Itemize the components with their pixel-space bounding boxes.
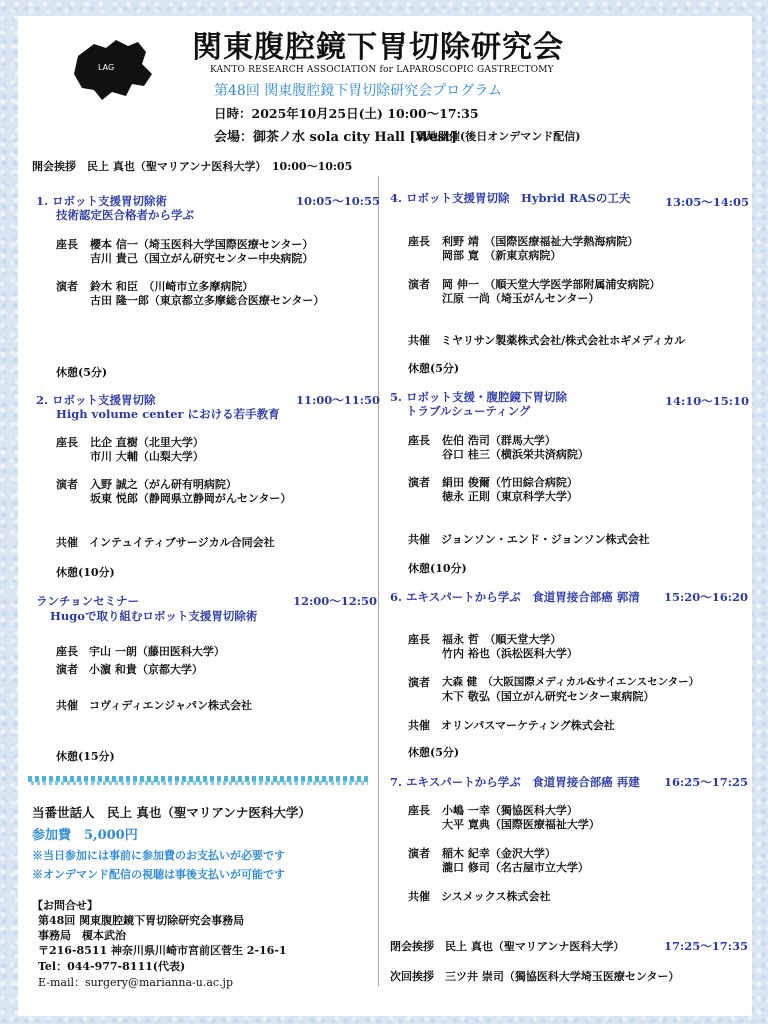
session2-speaker2: 坂東 悦郎（静岡県立静岡がんセンター） [90, 492, 292, 505]
session1-speaker2: 古田 隆一郎（東京都立多摩総合医療センター） [90, 294, 325, 307]
session4-break: 休憩(5分) [408, 362, 460, 375]
session1-chair1: 櫻本 信一（埼玉医科大学国際医療センター） [90, 238, 314, 251]
session6-speaker1: 大森 健 （大阪国際メディカル&サイエンスセンター） [442, 676, 700, 688]
fee-note-2: ※オンデマンド配信の視聴は事後支払いが可能です [32, 868, 285, 881]
session2-speaker1: 入野 誠之（がん研有明病院） [90, 478, 237, 491]
column-divider [378, 176, 379, 986]
session1-title: 1. ロボット支援胃切除術 [36, 194, 168, 208]
contact-email[interactable]: E-mail：surgery@marianna-u.ac.jp [38, 976, 234, 989]
session6-speaker2: 木下 敬弘（国立がん研究センター東病院） [442, 690, 655, 703]
venue-note: 現地開催(後日オンデマンド配信) [416, 130, 581, 143]
session6-speaker-label: 演者 [408, 676, 430, 689]
session1-time: 10:05～10:55 [296, 194, 381, 208]
session5-time: 14:10～15:10 [665, 394, 750, 408]
session4-speaker-label: 演者 [408, 278, 430, 291]
session5-break: 休憩(10分) [408, 562, 467, 575]
session6-break: 休憩(5分) [408, 746, 460, 759]
luncheon-title: ランチョンセミナー [36, 594, 140, 608]
session7-speaker1: 稲木 紀幸（金沢大学） [442, 847, 556, 860]
session5-chair-label: 座長 [408, 434, 430, 447]
kanto-map-logo [72, 38, 156, 104]
session2-sponsor: 共催 インテュイティブサージカル合同会社 [56, 536, 275, 549]
session7-chair-label: 座長 [408, 804, 430, 817]
session6-chair-label: 座長 [408, 633, 430, 646]
luncheon-break: 休憩(15分) [56, 750, 115, 763]
contact-title: 【お問合せ】 [32, 899, 98, 912]
session6-chair1: 福永 哲 （順天堂大学） [442, 633, 562, 646]
session7-chair1: 小嶋 一幸（獨協医科大学） [442, 804, 578, 817]
decorative-wave-accent [28, 781, 368, 785]
session7-time: 16:25～17:25 [664, 775, 749, 789]
session5-title: 5. ロボット支援・腹腔鏡下胃切除 [390, 390, 568, 404]
session1-subtitle: 技術認定医合格者から学ぶ [56, 208, 194, 222]
session2-break: 休憩(10分) [56, 566, 115, 579]
session4-chair2: 岡部 寛 （新東京病院） [442, 249, 562, 262]
session2-title: 2. ロボット支援胃切除 [36, 393, 156, 407]
organizer: 当番世話人 民上 真也（聖マリアンナ医科大学） [32, 805, 311, 820]
closing-remarks: 閉会挨拶 民上 真也（聖マリアンナ医科大学） [390, 940, 625, 953]
session6-sponsor: 共催 オリンパスマーケティング株式会社 [408, 719, 615, 732]
session5-subtitle: トラブルシューティング [406, 404, 531, 418]
session5-chair2: 谷口 桂三（横浜栄共済病院） [442, 448, 589, 461]
session4-sponsor: 共催 ミヤリサン製薬株式会社/株式会社ホギメディカル [408, 334, 686, 347]
session4-speaker1: 岡 伸一 （順天堂大学医学部附属浦安病院） [442, 278, 661, 291]
luncheon-time: 12:00～12:50 [293, 594, 378, 608]
session4-chair1: 利野 靖 （国際医療福祉大学熱海病院） [442, 235, 639, 248]
session2-speaker-label: 演者 [56, 478, 78, 491]
event-date: 日時：2025年10月25日(土) 10:00～17:35 [214, 106, 479, 121]
fee-note-1: ※当日参加には事前に参加費のお支払いが必要です [32, 849, 285, 862]
luncheon-subtitle: Hugoで取り組むロボット支援胃切除術 [50, 609, 258, 623]
session4-title: 4. ロボット支援胃切除 Hybrid RASの工夫 [390, 191, 631, 205]
session2-time: 11:00～11:50 [296, 393, 381, 407]
session6-chair2: 竹内 裕也（浜松医科大学） [442, 647, 578, 660]
luncheon-speaker: 演者 小濵 和貴（京都大学） [56, 663, 203, 676]
session4-time: 13:05～14:05 [665, 195, 750, 209]
session1-speaker-label: 演者 [56, 280, 78, 293]
next-remarks: 次回挨拶 三ツ井 崇司（獨協医科大学埼玉医療センター） [390, 970, 680, 983]
session2-chair-label: 座長 [56, 436, 78, 449]
session7-chair2: 大平 寛典（国際医療福祉大学） [442, 818, 600, 831]
session7-speaker2: 瀧口 修司（名古屋市立大学） [442, 861, 589, 874]
event-venue: 会場：御茶ノ水 sola city Hall [West] [214, 130, 457, 145]
session1-speaker1: 鈴木 和臣 （川崎市立多摩病院） [90, 280, 254, 293]
session4-speaker2: 江原 一尚（埼玉がんセンター） [442, 292, 600, 305]
luncheon-sponsor: 共催 コヴィディエンジャパン株式会社 [56, 699, 252, 712]
opening-remarks: 開会挨拶 民上 真也（聖マリアンナ医科大学） 10:00～10:05 [32, 160, 353, 173]
session1-chair-label: 座長 [56, 238, 78, 251]
session7-sponsor: 共催 シスメックス株式会社 [408, 890, 551, 903]
luncheon-chair: 座長 宇山 一朗（藤田医科大学） [56, 645, 225, 658]
contact-tel: Tel：044-977-8111(代表) [38, 960, 186, 973]
session5-chair1: 佐伯 浩司（群馬大学） [442, 434, 556, 447]
program-heading: 第48回 関東腹腔鏡下胃切除研究会プログラム [214, 83, 503, 99]
session4-chair-label: 座長 [408, 235, 430, 248]
session1-break: 休憩(5分) [56, 366, 108, 379]
session2-subtitle: High volume center における若手教育 [56, 407, 280, 421]
page-title: 関東腹腔鏡下胃切除研究会 [192, 30, 564, 65]
page-subtitle: KANTO RESEARCH ASSOCIATION for LAPAROSCOPIC GASTRECTOMY [210, 65, 554, 75]
logo-text: LAG [98, 63, 115, 72]
session5-speaker2: 徳永 正則（東京科学大学） [442, 490, 578, 503]
session5-speaker1: 絹田 俊爾（竹田綜合病院） [442, 476, 578, 489]
closing-time: 17:25～17:35 [664, 939, 749, 953]
contact-person: 事務局 榎本武治 [38, 929, 126, 942]
session7-title: 7. エキスパートから学ぶ 食道胃接合部癌 再建 [390, 775, 640, 789]
session2-chair1: 比企 直樹（北里大学） [90, 436, 204, 449]
session2-chair2: 市川 大輔（山梨大学） [90, 450, 204, 463]
session7-speaker-label: 演者 [408, 847, 430, 860]
contact-office: 第48回 関東腹腔鏡下胃切除研究会事務局 [38, 914, 245, 927]
contact-address: 〒216-8511 神奈川県川崎市宮前区菅生 2-16-1 [38, 944, 287, 957]
session6-title: 6. エキスパートから学ぶ 食道胃接合部癌 郭清 [390, 590, 640, 604]
session1-chair2: 吉川 貴己（国立がん研究センター中央病院） [90, 252, 314, 265]
session5-speaker-label: 演者 [408, 476, 430, 489]
session6-time: 15:20～16:20 [664, 590, 749, 604]
session5-sponsor: 共催 ジョンソン・エンド・ジョンソン株式会社 [408, 533, 650, 546]
participation-fee: 参加費 5,000円 [32, 828, 138, 843]
